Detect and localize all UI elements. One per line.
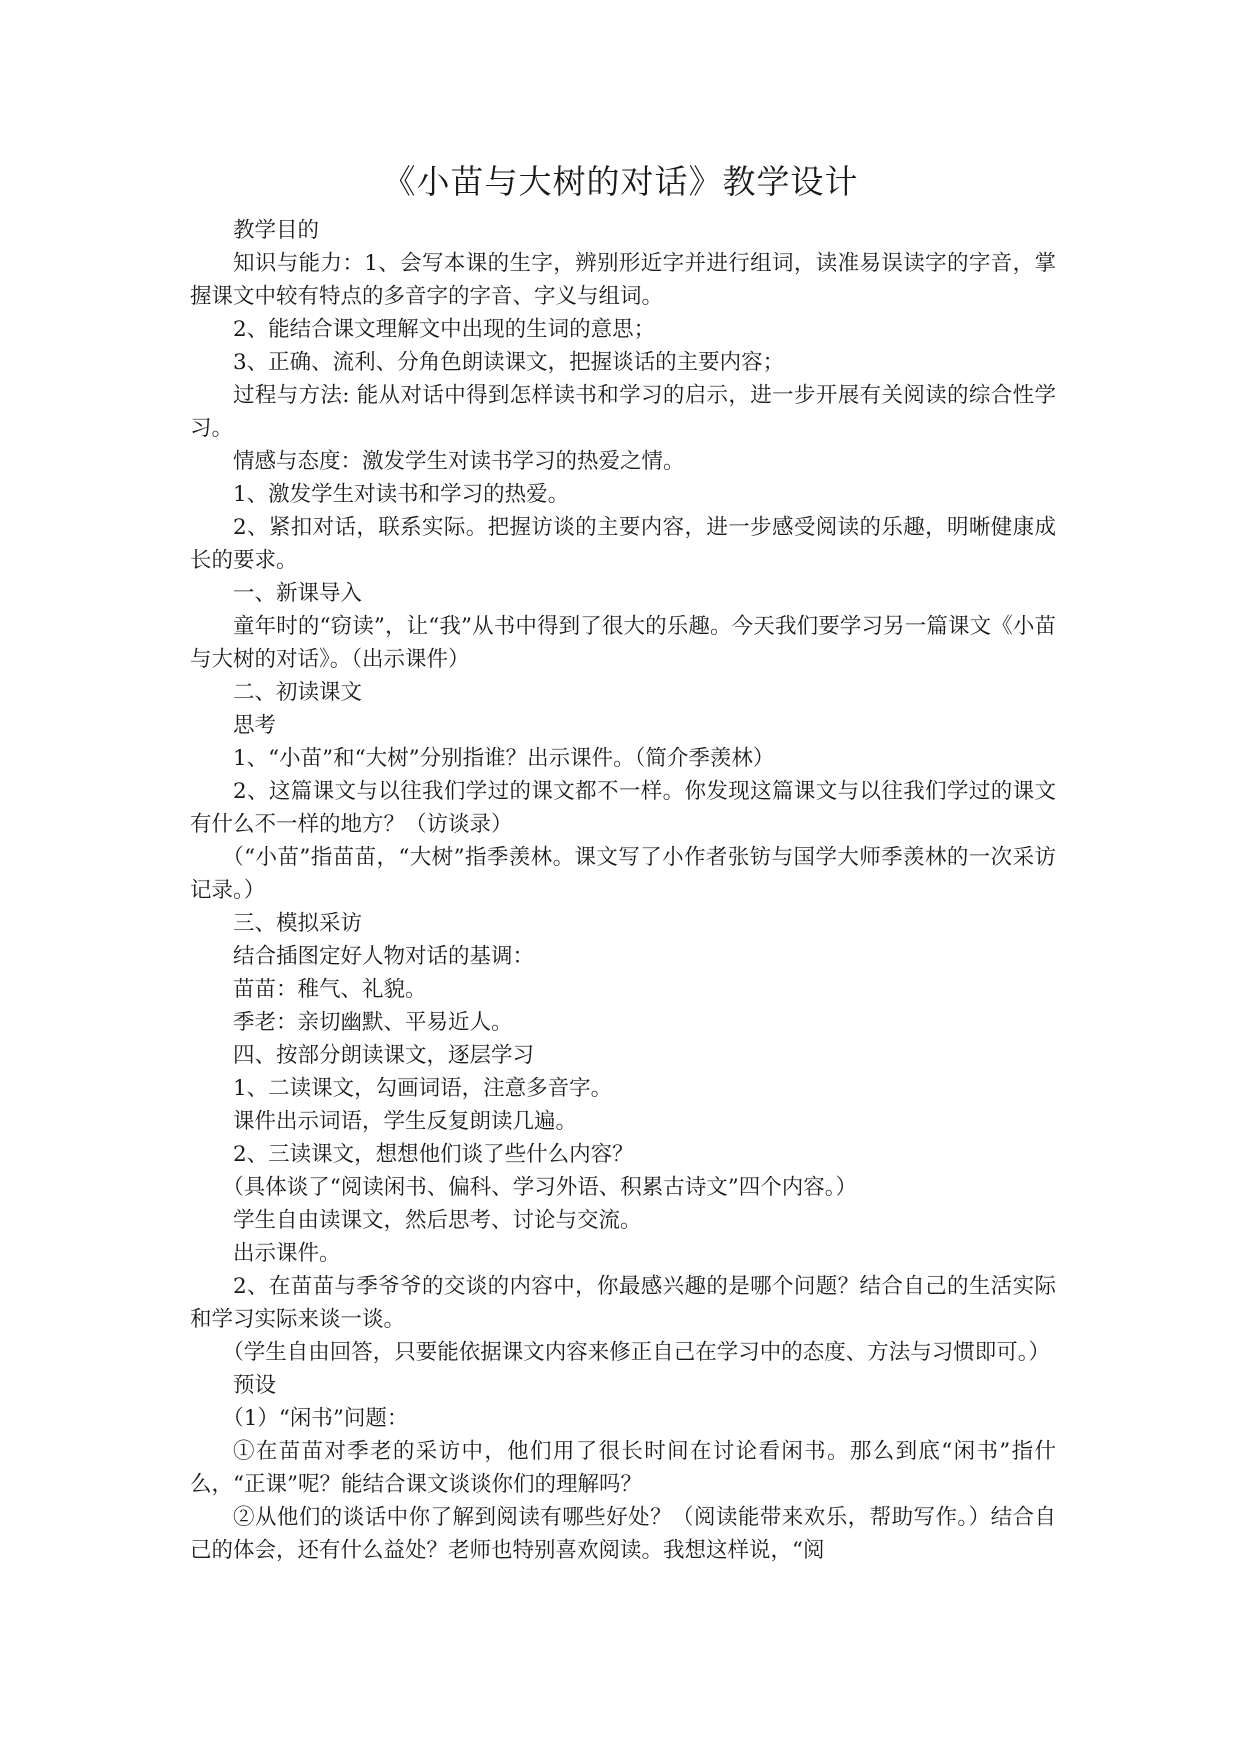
paragraph: 2、能结合课文理解文中出现的生词的意思；	[233, 317, 656, 342]
paragraph: 1、二读课文，勾画词语，注意多音字。	[233, 1076, 613, 1101]
paragraph: 2、三读课文，想想他们谈了些什么内容？	[233, 1142, 634, 1167]
paragraph: 2、紧扣对话，联系实际。把握访谈的主要内容，进一步感受阅读的乐趣，明晰健康成长的要求。	[190, 515, 1056, 573]
section-heading-objectives: 教学目的	[233, 218, 320, 243]
document-title: 《小苗与大树的对话》教学设计	[382, 162, 859, 201]
document-body	[190, 214, 1056, 1567]
paragraph: 3、正确、流利、分角色朗读课文，把握谈话的主要内容；	[233, 350, 785, 375]
paragraph: 学生自由读课文，然后思考、讨论与交流。	[233, 1208, 642, 1233]
paragraph: 出示课件。	[233, 1241, 341, 1266]
section-heading-first-reading: 二、初读课文	[233, 680, 363, 705]
paragraph-emotion-attitude: 情感与态度：激发学生对读书学习的热爱之情。	[233, 449, 685, 474]
paragraph: （1）“闲书”问题：	[222, 1406, 409, 1431]
section-heading-intro: 一、新课导入	[233, 581, 363, 606]
paragraph: ①在苗苗对季老的采访中，他们用了很长时间在讨论看闲书。那么到底“闲书”指什么，“正课”呢？能结合课文谈谈你们的理解吗？	[190, 1439, 1056, 1497]
paragraph: 苗苗：稚气、礼貌。	[233, 977, 427, 1002]
paragraph: 2、在苗苗与季爷爷的交谈的内容中，你最感兴趣的是哪个问题？结合自己的生活实际和学习实际来谈一谈。	[190, 1274, 1056, 1332]
paragraph: 季老：亲切幽默、平易近人。	[233, 1010, 513, 1035]
paragraph: ②从他们的谈话中你了解到阅读有哪些好处？（阅读能带来欢乐，帮助写作。）结合自己的体会，还有什么益处？老师也特别喜欢阅读。我想这样说，“阅	[190, 1505, 1056, 1563]
paragraph-knowledge-ability: 知识与能力：1、会写本课的生字，辨别形近字并进行组词，读准易误读字的字音，掌握课文中较有特点的多音字的字音、字义与组词。	[190, 251, 1056, 309]
section-heading-reading-by-parts: 四、按部分朗读课文，逐层学习	[233, 1043, 535, 1068]
paragraph: 1、激发学生对读书和学习的热爱。	[233, 482, 570, 507]
paragraph-process-method: 过程与方法: 能从对话中得到怎样读书和学习的启示，进一步开展有关阅读的综合性学习。	[190, 383, 1056, 441]
section-heading-mock-interview: 三、模拟采访	[233, 911, 363, 936]
paragraph: 预设	[233, 1373, 277, 1398]
paragraph: 结合插图定好人物对话的基调：	[233, 944, 535, 969]
paragraph: 1、“小苗”和“大树”分别指谁？出示课件。（简介季羡林）	[233, 746, 775, 771]
paragraph: 课件出示词语，学生反复朗读几遍。	[233, 1109, 578, 1134]
paragraph: （“小苗”指苗苗，“大树”指季羡林。课文写了小作者张钫与国学大师季羡林的一次采访记录。）	[190, 845, 1056, 903]
paragraph: （具体谈了“阅读闲书、偏科、学习外语、积累古诗文”四个内容。）	[222, 1175, 857, 1200]
paragraph: （学生自由回答，只要能依据课文内容来修正自己在学习中的态度、方法与习惯即可。）	[222, 1340, 1051, 1365]
paragraph: 童年时的“窃读”，让“我”从书中得到了很大的乐趣。今天我们要学习另一篇课文《小苗与大树的对话》。（出示课件）	[190, 614, 1056, 672]
paragraph: 2、这篇课文与以往我们学过的课文都不一样。你发现这篇课文与以往我们学过的课文有什么不一样的地方？（访谈录）	[190, 779, 1056, 837]
paragraph: 思考	[233, 713, 277, 738]
